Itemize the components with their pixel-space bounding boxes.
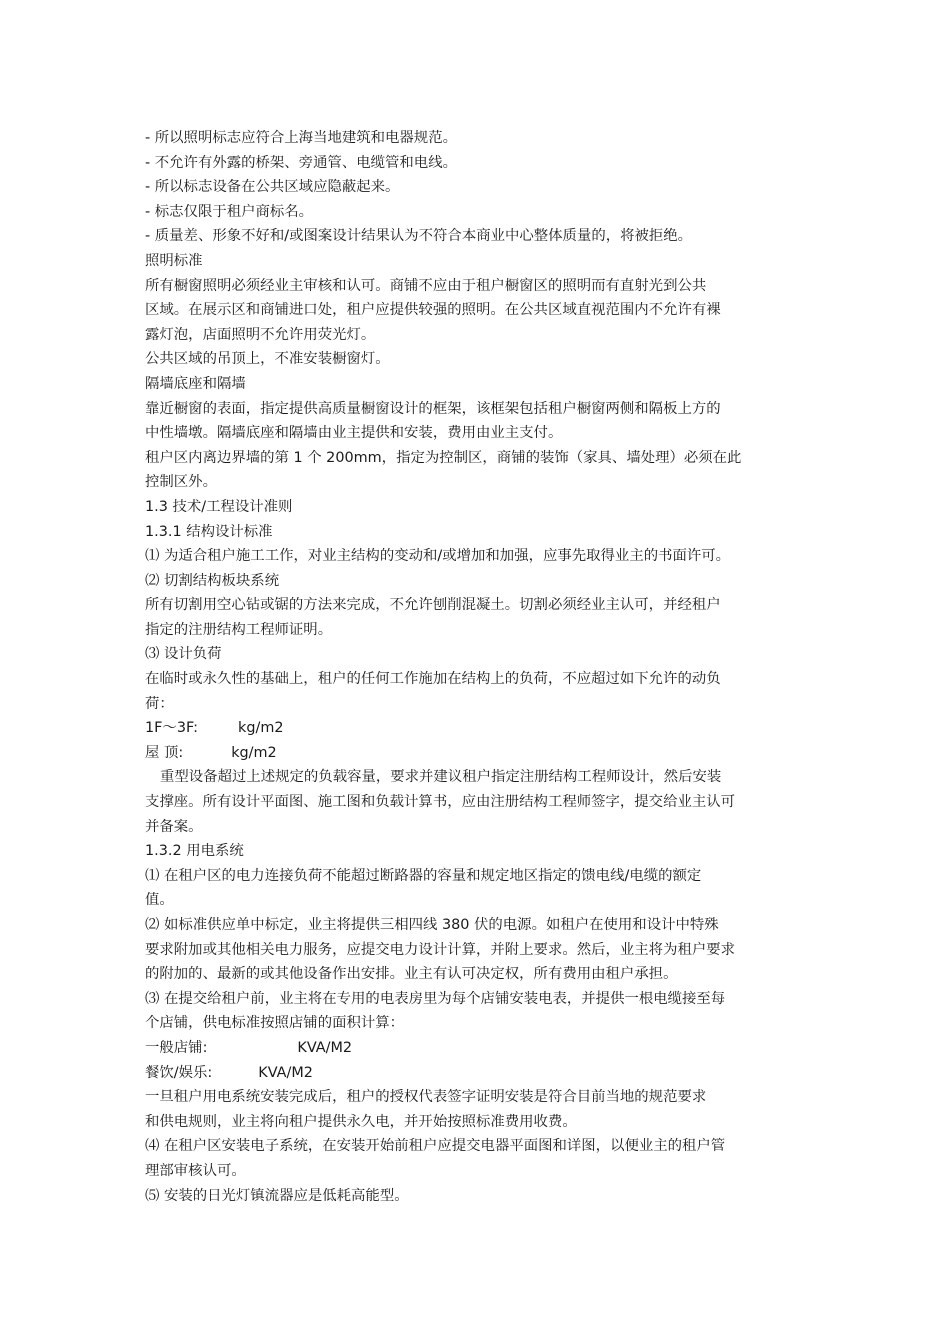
text-line: 指定的注册结构工程师证明。 (145, 621, 333, 638)
load-row (145, 741, 810, 766)
text-line: 一旦租户用电系统安装完成后，租户的授权代表签字证明安装是符合目前当地的规范要求 (145, 1089, 707, 1106)
text-line: ⑴ 在租户区的电力连接负荷不能超过断路器的容量和规定地区指定的馈电线/电缆的额定 (145, 867, 702, 884)
section-heading: 1.3 技术/工程设计准则 (145, 498, 293, 515)
text-line: 并备案。 (145, 818, 203, 835)
text-line: 和供电规则，业主将向租户提供永久电，并开始按照标准费用收费。 (145, 1113, 577, 1130)
power-row (145, 1061, 810, 1086)
power-label: 餐饮/娱乐: (145, 1064, 213, 1081)
text-line: 要求附加或其他相关电力服务，应提交电力设计计算，并附上要求。然后，业主将为租户要求 (145, 941, 736, 958)
power-unit: KVA/M2 (297, 1039, 353, 1056)
text-line: 个店铺，供电标准按照店铺的面积计算： (145, 1015, 405, 1032)
text-line: ⑷ 在租户区安装电子系统，在安装开始前租户应提交电器平面图和详图，以便业主的租户管 (145, 1138, 726, 1155)
text-line: 区域。在展示区和商铺进口处，租户应提供较强的照明。在公共区域直视范围内不允许有裸 (145, 302, 721, 319)
text-line: 值。 (145, 892, 174, 909)
text-line: 露灯泡，店面照明不允许用荧光灯。 (145, 326, 376, 343)
text-line: 的附加的、最新的或其他设备作出安排。业主有认可决定权，所有费用由租户承担。 (145, 966, 678, 983)
load-label: 1F～3F: (145, 720, 198, 737)
text-line: 在临时或永久性的基础上，租户的任何工作施加在结构上的负荷，不应超过如下允许的动负 (145, 671, 721, 688)
section-heading: 1.3.1 结构设计标准 (145, 523, 273, 540)
section-heading: 隔墙底座和隔墙 (145, 375, 246, 392)
document-body (145, 126, 810, 1208)
text-line: ⑵ 切割结构板块系统 (145, 572, 280, 589)
text-line: - 所以照明标志应符合上海当地建筑和电器规范。 (145, 130, 457, 146)
section-heading: 照明标准 (145, 252, 203, 269)
text-line: ⑴ 为适合租户施工工作，对业主结构的变动和/或增加和加强，应事先取得业主的书面许可。 (145, 548, 731, 565)
text-line: 重型设备超过上述规定的负载容量，要求并建议租户指定注册结构工程师设计，然后安装 (160, 769, 722, 786)
power-unit: KVA/M2 (258, 1064, 313, 1081)
text-line: - 不允许有外露的桥架、旁通管、电缆管和电线。 (145, 154, 457, 171)
text-line: 中性墙墩。隔墙底座和隔墙由业主提供和安装，费用由业主支付。 (145, 425, 563, 442)
text-line: - 标志仅限于租户商标名。 (145, 203, 314, 220)
text-line: 公共区域的吊顶上，不准安装橱窗灯。 (145, 351, 390, 368)
load-label: 屋 顶: (145, 744, 184, 761)
text-line: 所有橱窗照明必须经业主审核和认可。商铺不应由于租户橱窗区的照明而有直射光到公共 (145, 277, 707, 294)
power-label: 一般店铺: (145, 1039, 208, 1056)
text-line: 荷： (145, 695, 174, 712)
text-line: ⑶ 在提交给租户前，业主将在专用的电表房里为每个店铺安装电表，并提供一根电缆接至每 (145, 990, 726, 1007)
text-line: - 所以标志设备在公共区域应隐蔽起来。 (145, 179, 400, 196)
load-row (145, 716, 810, 741)
text-line: 控制区外。 (145, 474, 217, 491)
power-row (145, 1036, 810, 1061)
text-line: 理部审核认可。 (145, 1162, 246, 1179)
text-line: 靠近橱窗的表面，指定提供高质量橱窗设计的框架，该框架包括租户橱窗两侧和隔板上方的 (145, 400, 721, 417)
text-line: 支撑座。所有设计平面图、施工图和负载计算书，应由注册结构工程师签字，提交给业主认可 (145, 794, 736, 811)
text-line: ⑶ 设计负荷 (145, 646, 222, 663)
text-line: 所有切割用空心钻或锯的方法来完成，不允许刨削混凝土。切割必须经业主认可，并经租户 (145, 597, 721, 614)
text-line: 租户区内离边界墙的第 1 个 200mm，指定为控制区，商铺的装饰（家具、墙处理）必须在此 (145, 449, 742, 466)
load-unit: kg/m2 (231, 744, 277, 761)
text-line: - 质量差、形象不好和/或图案设计结果认为不符合本商业中心整体质量的，将被拒绝。 (145, 228, 693, 245)
load-unit: kg/m2 (238, 720, 284, 737)
text-line: ⑵ 如标准供应单中标定，业主将提供三相四线 380 伏的电源。如租户在使用和设计中特殊 (145, 917, 719, 933)
text-line: ⑸ 安装的日光灯镇流器应是低耗高能型。 (145, 1187, 409, 1204)
section-heading: 1.3.2 用电系统 (145, 843, 244, 860)
